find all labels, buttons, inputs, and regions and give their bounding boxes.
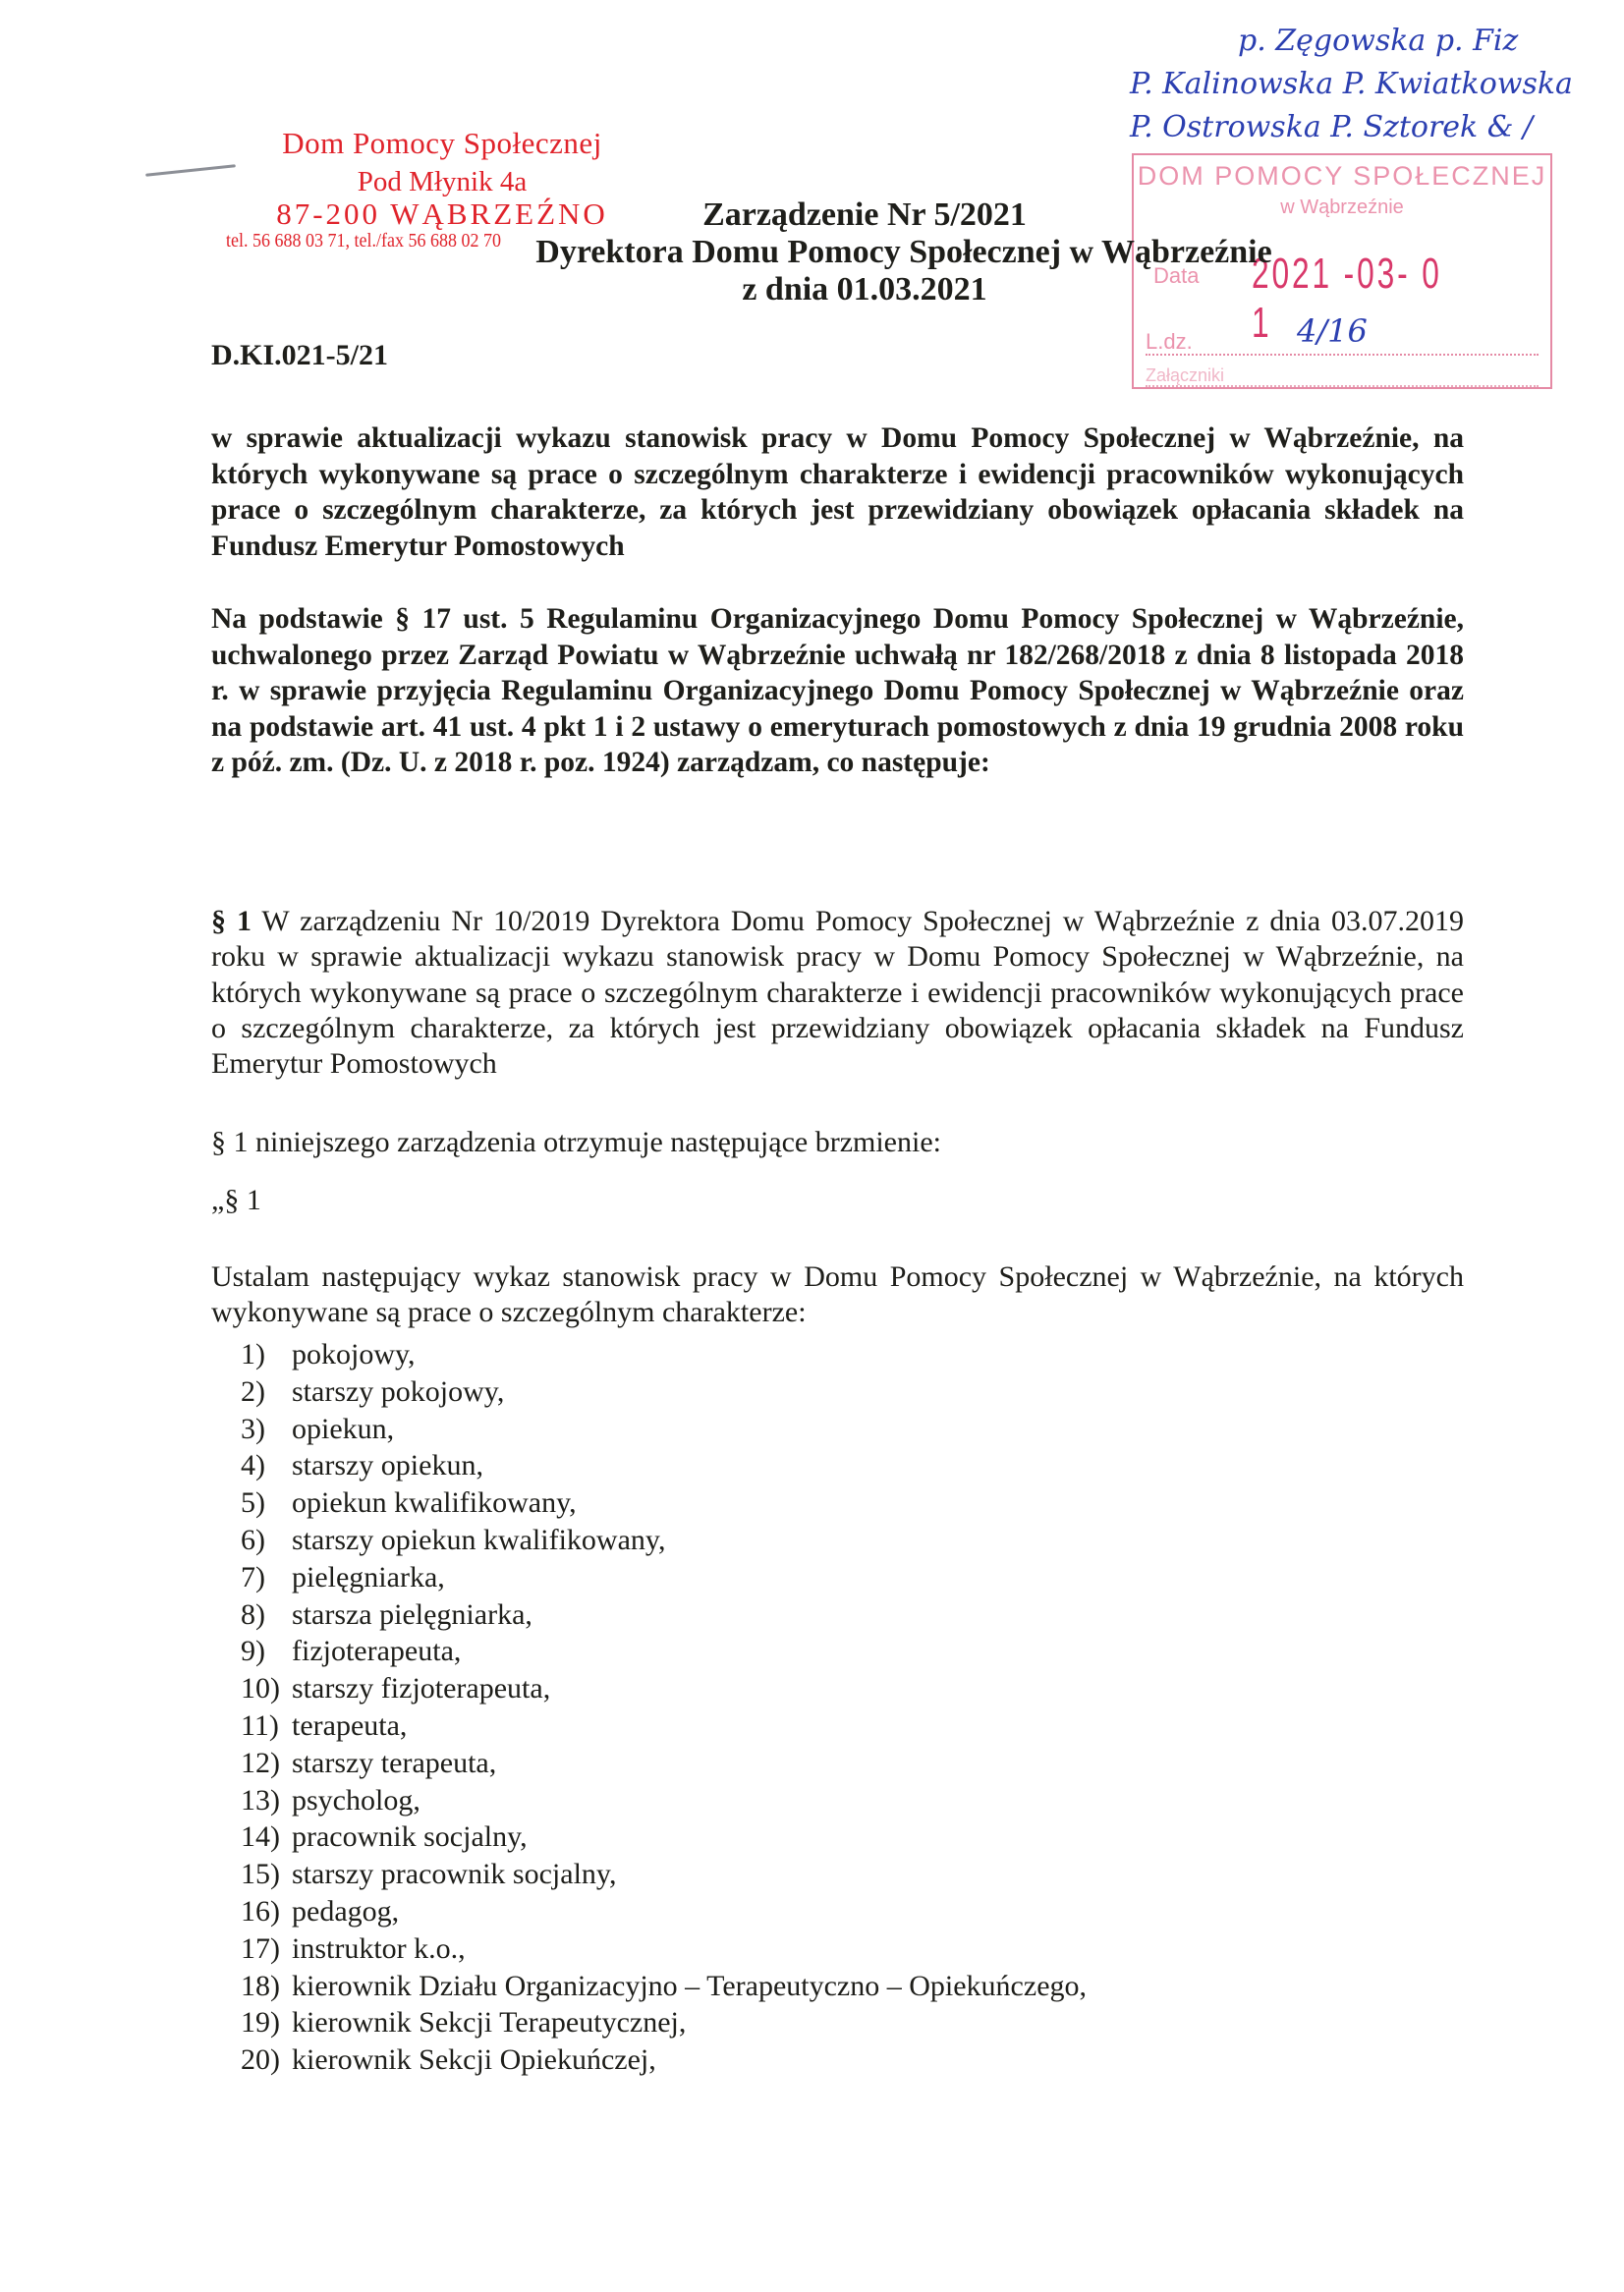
list-item-label: starszy opiekun, bbox=[292, 1449, 483, 1482]
list-item-number: 16) bbox=[241, 1894, 280, 1928]
list-item bbox=[241, 1596, 1087, 1634]
list-item-number: 15) bbox=[241, 1858, 280, 1891]
registration-ldz-label: L.dz. bbox=[1146, 329, 1193, 354]
list-item bbox=[241, 1707, 1087, 1745]
list-item bbox=[241, 1447, 1087, 1484]
list-item-number: 9) bbox=[241, 1635, 265, 1668]
list-item-label: kierownik Działu Organizacyjno – Terapeutyczno – Opiekuńczego, bbox=[292, 1969, 1088, 2002]
list-item-number: 3) bbox=[241, 1412, 265, 1445]
list-item-label: instruktor k.o., bbox=[292, 1931, 466, 1965]
list-item-label: starszy fizjoterapeuta, bbox=[292, 1672, 551, 1705]
handwritten-line: P. Kalinowska P. Kwiatkowska bbox=[1130, 67, 1573, 101]
handwritten-line: P. Ostrowska P. Sztorek & / bbox=[1130, 110, 1534, 144]
list-item bbox=[241, 1484, 1087, 1522]
list-item-label: psycholog, bbox=[292, 1783, 420, 1817]
document-issuer: Dyrektora Domu Pomocy Społecznej w Wąbrzeźnie bbox=[535, 234, 1272, 270]
list-item-label: fizjoterapeuta, bbox=[292, 1635, 462, 1668]
list-item bbox=[241, 1968, 1087, 2005]
handwritten-line: p. Zęgowska p. Fiz bbox=[1238, 24, 1519, 58]
list-item bbox=[241, 1373, 1087, 1411]
list-item bbox=[241, 1670, 1087, 1707]
list-item bbox=[241, 1818, 1087, 1856]
list-item-number: 1) bbox=[241, 1338, 265, 1370]
list-item-label: starszy pracownik socjalny, bbox=[292, 1858, 617, 1891]
list-item bbox=[241, 1522, 1087, 1559]
handwritten-ldz-number: 4/16 bbox=[1297, 312, 1368, 350]
registration-stamp-city: w Wąbrzeźnie bbox=[1280, 196, 1404, 218]
legal-basis: Na podstawie § 17 ust. 5 Regulaminu Organizacyjnego Domu Pomocy Społecznej w Wąbrzeźnie, uchwalonego przez Zarząd Powiatu w Wąbrzeźnie uchwałą nr 182/268/2018 z dnia 8 listopada 2018 r. w sprawie przyjęcia Regulaminu Organizacyjnego Domu Pomocy Społecznej w Wąbrzeźnie oraz na podstawie art. 41 ust. 4 pkt 1 i 2 ustawy o emeryturach pomostowych z dnia 19 grudnia 2008 roku z póź. zm. (Dz. U. z 2018 r. poz. 1924) zarządzam, co następuje: bbox=[211, 603, 1464, 778]
registration-date-value: 2021 -03- 0 1 bbox=[1252, 250, 1442, 347]
list-item bbox=[241, 1411, 1087, 1448]
list-item-label: starszy terapeuta, bbox=[292, 1746, 497, 1779]
document-title: Zarządzenie Nr 5/2021 bbox=[702, 196, 1027, 233]
list-item-number: 11) bbox=[241, 1708, 279, 1742]
list-item-number: 5) bbox=[241, 1486, 265, 1520]
stamp-institution-name: Dom Pomocy Społecznej bbox=[282, 126, 602, 160]
positions-list bbox=[241, 1336, 1087, 2079]
list-item bbox=[241, 1893, 1087, 1930]
section-1-tail: § 1 niniejszego zarządzenia otrzymuje następujące brzmienie: bbox=[211, 1126, 941, 1158]
section-1-text: W zarządzeniu Nr 10/2019 Dyrektora Domu Pomocy Społecznej w Wąbrzeźnie z dnia 03.07.2019 roku w sprawie aktualizacji wykazu stanowisk pracy w Domu Pomocy Społecznej w Wąbrzeźnie, na których wykonywane są prace o szczególnym charakterze i ewidencji pracowników wykonujących prace o szczególnym charakterze, za których jest przewidziany obowiązek opłacania składek na Fundusz Emerytur Pomostowych bbox=[211, 905, 1464, 1081]
document-subject: w sprawie aktualizacji wykazu stanowisk pracy w Domu Pomocy Społecznej w Wąbrzeźnie, na których wykonywane są prace o szczególnym charakterze i ewidencji pracowników wykonujących prace o szczególnym charakterze, za których jest przewidziany obowiązek opłacania składek na Fundusz Emerytur Pomostowych bbox=[211, 422, 1464, 562]
list-item-label: kierownik Sekcji Opiekuńczej, bbox=[292, 2043, 656, 2077]
list-item bbox=[241, 2041, 1087, 2079]
document-title-block bbox=[535, 196, 1277, 308]
pen-stroke-mark bbox=[145, 164, 236, 177]
list-item-label: pielęgniarka, bbox=[292, 1560, 445, 1593]
list-item bbox=[241, 2004, 1087, 2041]
list-item-number: 6) bbox=[241, 1523, 265, 1556]
quoted-section-marker: „§ 1 bbox=[211, 1184, 261, 1216]
list-item-label: starsza pielęgniarka, bbox=[292, 1597, 532, 1631]
list-item-label: kierownik Sekcji Terapeutycznej, bbox=[292, 2006, 687, 2040]
list-item-label: opiekun, bbox=[292, 1412, 395, 1445]
registration-attachments-row bbox=[1146, 365, 1539, 387]
list-item-number: 19) bbox=[241, 2006, 280, 2040]
list-item-label: pracownik socjalny, bbox=[292, 1820, 528, 1854]
list-item-label: pedagog, bbox=[292, 1894, 400, 1928]
stamp-institution-phone: tel. 56 688 03 71, tel./fax 56 688 02 70 bbox=[226, 230, 501, 252]
list-item-number: 8) bbox=[241, 1597, 265, 1631]
list-item bbox=[241, 1930, 1087, 1968]
positions-intro: Ustalam następujący wykaz stanowisk pracy w Domu Pomocy Społecznej w Wąbrzeźnie, na których wykonywane są prace o szczególnym charakterze: bbox=[211, 1260, 1464, 1329]
list-item-label: pokojowy, bbox=[292, 1338, 416, 1370]
list-item-number: 10) bbox=[241, 1672, 280, 1705]
list-item-number: 20) bbox=[241, 2043, 280, 2077]
stamp-institution-street: Pod Młynik 4a bbox=[357, 166, 528, 197]
list-item-label: starszy opiekun kwalifikowany, bbox=[292, 1523, 666, 1556]
section-1-marker: § 1 bbox=[211, 905, 252, 937]
list-item bbox=[241, 1856, 1087, 1893]
reference-number: D.KI.021-5/21 bbox=[211, 339, 388, 371]
list-item-number: 17) bbox=[241, 1931, 280, 1965]
stamp-institution-city: 87-200 WĄBRZEŹNO bbox=[276, 196, 608, 231]
list-item bbox=[241, 1336, 1087, 1373]
document-date: z dnia 01.03.2021 bbox=[742, 271, 987, 307]
list-item bbox=[241, 1782, 1087, 1819]
list-item-label: terapeuta, bbox=[292, 1708, 408, 1742]
handwritten-distribution-note bbox=[1130, 20, 1621, 149]
registration-attachments-label: Załączniki bbox=[1146, 365, 1225, 385]
list-item-label: opiekun kwalifikowany, bbox=[292, 1486, 577, 1520]
list-item bbox=[241, 1633, 1087, 1670]
list-item bbox=[241, 1559, 1087, 1596]
list-item-number: 12) bbox=[241, 1746, 280, 1779]
list-item-number: 2) bbox=[241, 1374, 265, 1408]
list-item-number: 4) bbox=[241, 1449, 265, 1482]
list-item-number: 14) bbox=[241, 1820, 280, 1854]
list-item-number: 18) bbox=[241, 1969, 280, 2002]
list-item bbox=[241, 1745, 1087, 1782]
registration-stamp-org: DOM POMOCY SPOŁECZNEJ bbox=[1137, 161, 1547, 191]
list-item-label: starszy pokojowy, bbox=[292, 1374, 505, 1408]
list-item-number: 7) bbox=[241, 1560, 265, 1593]
list-item-number: 13) bbox=[241, 1783, 280, 1817]
section-1-paragraph bbox=[211, 904, 1464, 1082]
registration-date-label: Data bbox=[1153, 263, 1200, 288]
